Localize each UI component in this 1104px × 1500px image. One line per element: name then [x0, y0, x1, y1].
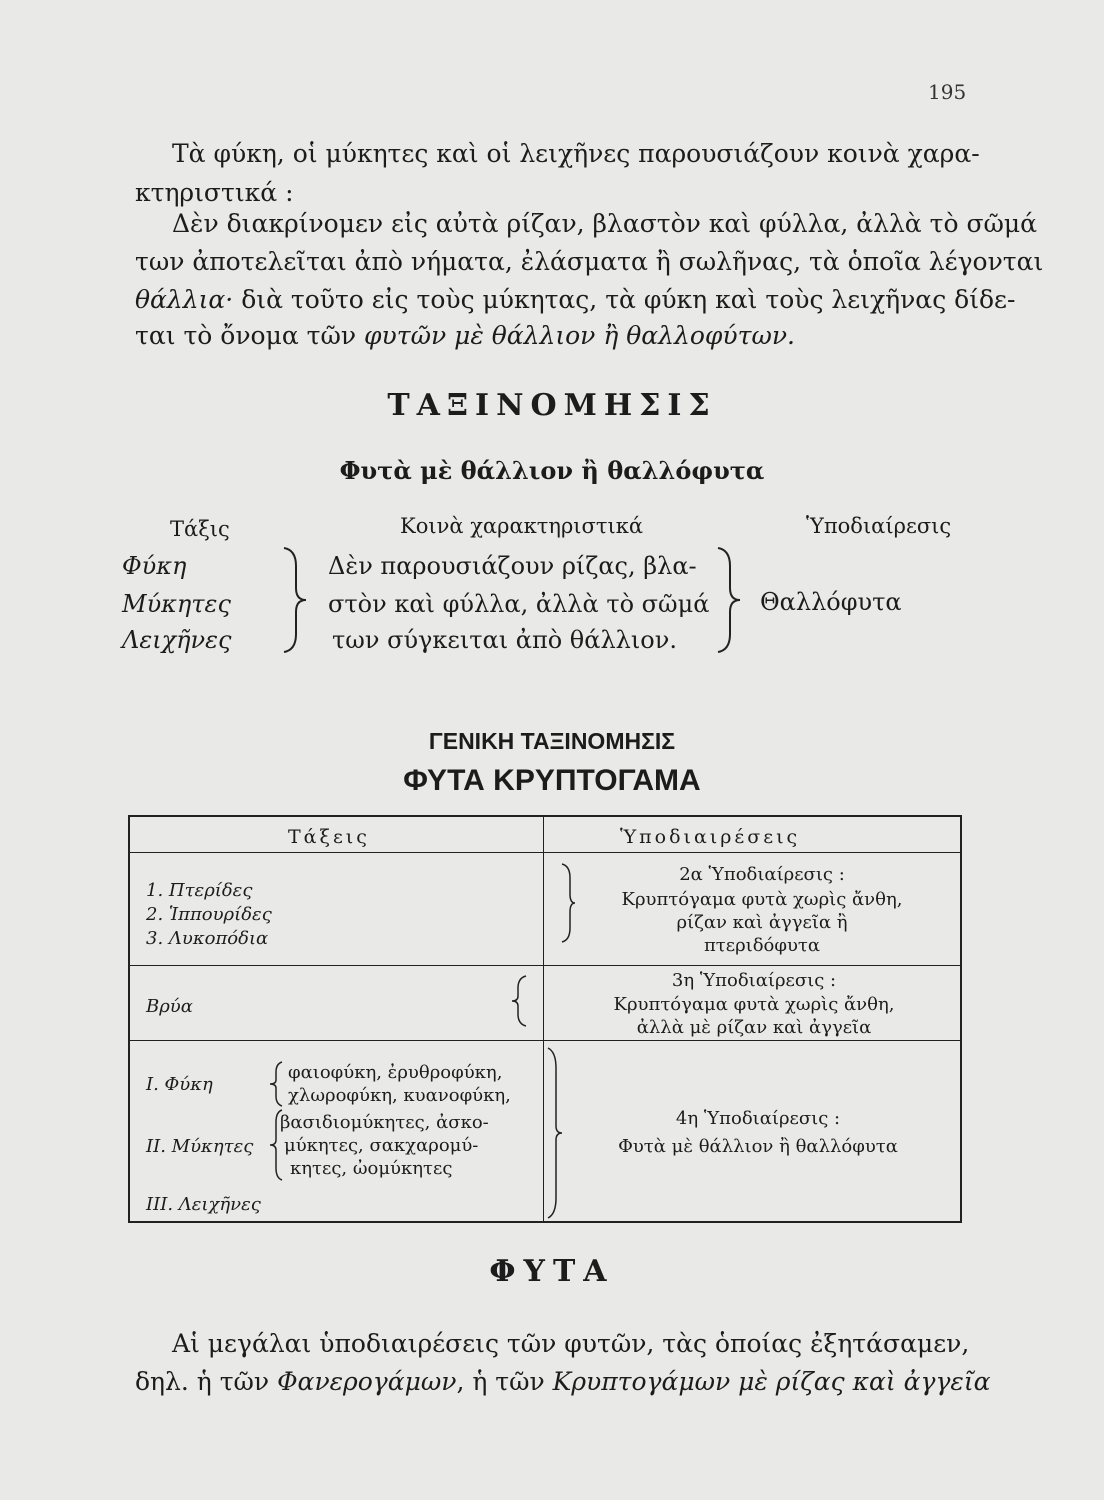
page-number: 195	[928, 80, 967, 104]
table-column-divider	[543, 815, 544, 1223]
intro-line-1: Τὰ φύκη, οἱ μύκητες καὶ οἱ λειχῆνες παρουσιάζουν κοινὰ χαρα-	[172, 139, 980, 168]
general-taxonomy-title: ΓΕΝΙΚΗ ΤΑΞΙΝΟΜΗΣΙΣ	[428, 728, 676, 754]
section-heading-plants: ΦΥΤΑ	[489, 1254, 615, 1289]
subdivision-2a-line-1: Κρυπτόγαμα φυτὰ χωρὶς ἄνθη,	[621, 889, 903, 910]
class-pterides: 1. Πτερίδες	[146, 880, 253, 901]
table-header-classes: Τάξεις	[288, 826, 370, 848]
class-name-mykites: Μύκητες	[122, 590, 231, 618]
subdivision-2a-line-2: ρίζαν καὶ ἀγγεῖα ἢ	[676, 912, 848, 933]
intro-line-3: Δὲν διακρίνομεν εἰς αὐτὰ ρίζαν, βλαστὸν καὶ φύλλα, ἀλλὰ τὸ σῶμά	[172, 209, 1038, 238]
column-header-subdivision: Ὑποδιαίρεσις	[806, 514, 952, 538]
cryptogams-title: ΦΥΤΑ ΚΡΥΠΤΟΓΑΜΑ	[403, 764, 701, 797]
column-header-class: Τάξις	[170, 517, 230, 541]
intro-line-4: των ἀποτελεῖται ἀπὸ νήματα, ἐλάσματα ἢ σωλῆνας, τὰ ὁποῖα λέγονται	[135, 247, 1044, 276]
closing-line-2-start: δηλ. ἡ τῶν	[135, 1367, 278, 1396]
subdivision-3h-line-2: ἀλλὰ μὲ ρίζαν καὶ ἀγγεῖα	[636, 1017, 872, 1038]
column-header-common: Κοινὰ χαρακτηριστικά	[400, 514, 644, 538]
common-line-2: στὸν καὶ φύλλα, ἀλλὰ τὸ σῶμά	[328, 590, 710, 618]
brace-left-icon	[282, 548, 312, 652]
intro-term-thallophyta: φυτῶν μὲ θάλλιον ἢ θαλλοφύτων.	[364, 321, 795, 350]
section-heading-taxonomy: ΤΑΞΙΝΟΜΗΣΙΣ	[387, 388, 717, 423]
class-lykopodia: 3. Λυκοπόδια	[146, 928, 269, 949]
class-name-fyki: Φύκη	[122, 552, 187, 580]
brace-fyki-icon	[268, 1062, 284, 1106]
table-row-divider-1	[128, 965, 962, 966]
table-header-divider	[128, 852, 962, 853]
intro-line-5	[135, 282, 1015, 318]
common-line-3: των σύγκειται ἀπὸ θάλλιον.	[332, 626, 677, 654]
closing-line-2	[135, 1364, 991, 1400]
intro-line-6-start: ται τὸ ὄνομα τῶν	[135, 321, 365, 350]
term-phanerogams: Φανερογάμων	[277, 1367, 457, 1396]
class-fyki: I. Φύκη	[146, 1074, 213, 1095]
common-line-1: Δὲν παρουσιάζουν ρίζας, βλα-	[328, 552, 697, 580]
subdivision-4h-label: 4η Ὑποδιαίρεσις :	[675, 1108, 841, 1129]
fyki-types-line-1: φαιοφύκη, ἐρυθροφύκη,	[288, 1062, 503, 1083]
subdivision-3h-label: 3η Ὑποδιαίρεσις :	[671, 970, 837, 991]
class-vrya: Βρύα	[146, 996, 193, 1017]
bracket-right-icon	[716, 548, 746, 652]
mykites-types-line-1: βασιδιομύκητες, ἀσκο-	[280, 1112, 489, 1133]
class-name-leichines: Λειχῆνες	[122, 626, 232, 654]
intro-line-6	[135, 318, 795, 354]
class-mykites: II. Μύκητες	[146, 1136, 254, 1157]
intro-line-2: κτηριστικά :	[135, 178, 294, 207]
fyki-types-line-2: χλωροφύκη, κυανοφύκη,	[288, 1085, 511, 1106]
table-header-subdivisions: Ὑποδιαιρέσεις	[620, 826, 801, 848]
closing-line-2-mid: , ἡ τῶν	[456, 1367, 553, 1396]
brace-row2-icon	[508, 976, 530, 1026]
class-leichines: III. Λειχῆνες	[146, 1194, 261, 1215]
intro-term-thallia: θάλλια·	[135, 285, 234, 314]
class-ippourides: 2. Ἱππουρίδες	[146, 904, 272, 925]
closing-line-1: Αἱ μεγάλαι ὑποδιαιρέσεις τῶν φυτῶν, τὰς ὁποίας ἐξητάσαμεν,	[172, 1329, 970, 1358]
intro-line-5-rest: διὰ τοῦτο εἰς τοὺς μύκητας, τὰ φύκη καὶ τοὺς λειχῆνας δίδε-	[233, 285, 1016, 314]
mykites-types-line-3: κητες, ὠομύκητες	[290, 1158, 453, 1179]
subdivision-2a-label: 2α Ὑποδιαίρεσις :	[679, 864, 845, 885]
term-cryptogams: Κρυπτογάμων μὲ ρίζας καὶ ἀγγεῖα	[552, 1367, 991, 1396]
subdivision-2a-line-3: πτεριδόφυτα	[703, 935, 821, 956]
table-row-divider-2	[128, 1040, 962, 1041]
mykites-types-line-2: μύκητες, σακχαρομύ-	[284, 1135, 479, 1156]
section-subheading-thallophyta: Φυτὰ μὲ θάλλιον ἢ θαλλόφυτα	[339, 456, 765, 485]
subdivision-3h-line-1: Κρυπτόγαμα φυτὰ χωρὶς ἄνθη,	[613, 994, 895, 1015]
subdivision-thallophyta: Θαλλόφυτα	[760, 588, 902, 616]
bracket-row3-icon	[546, 1048, 566, 1218]
subdivision-4h-line-1: Φυτὰ μὲ θάλλιον ἢ θαλλόφυτα	[618, 1136, 898, 1157]
